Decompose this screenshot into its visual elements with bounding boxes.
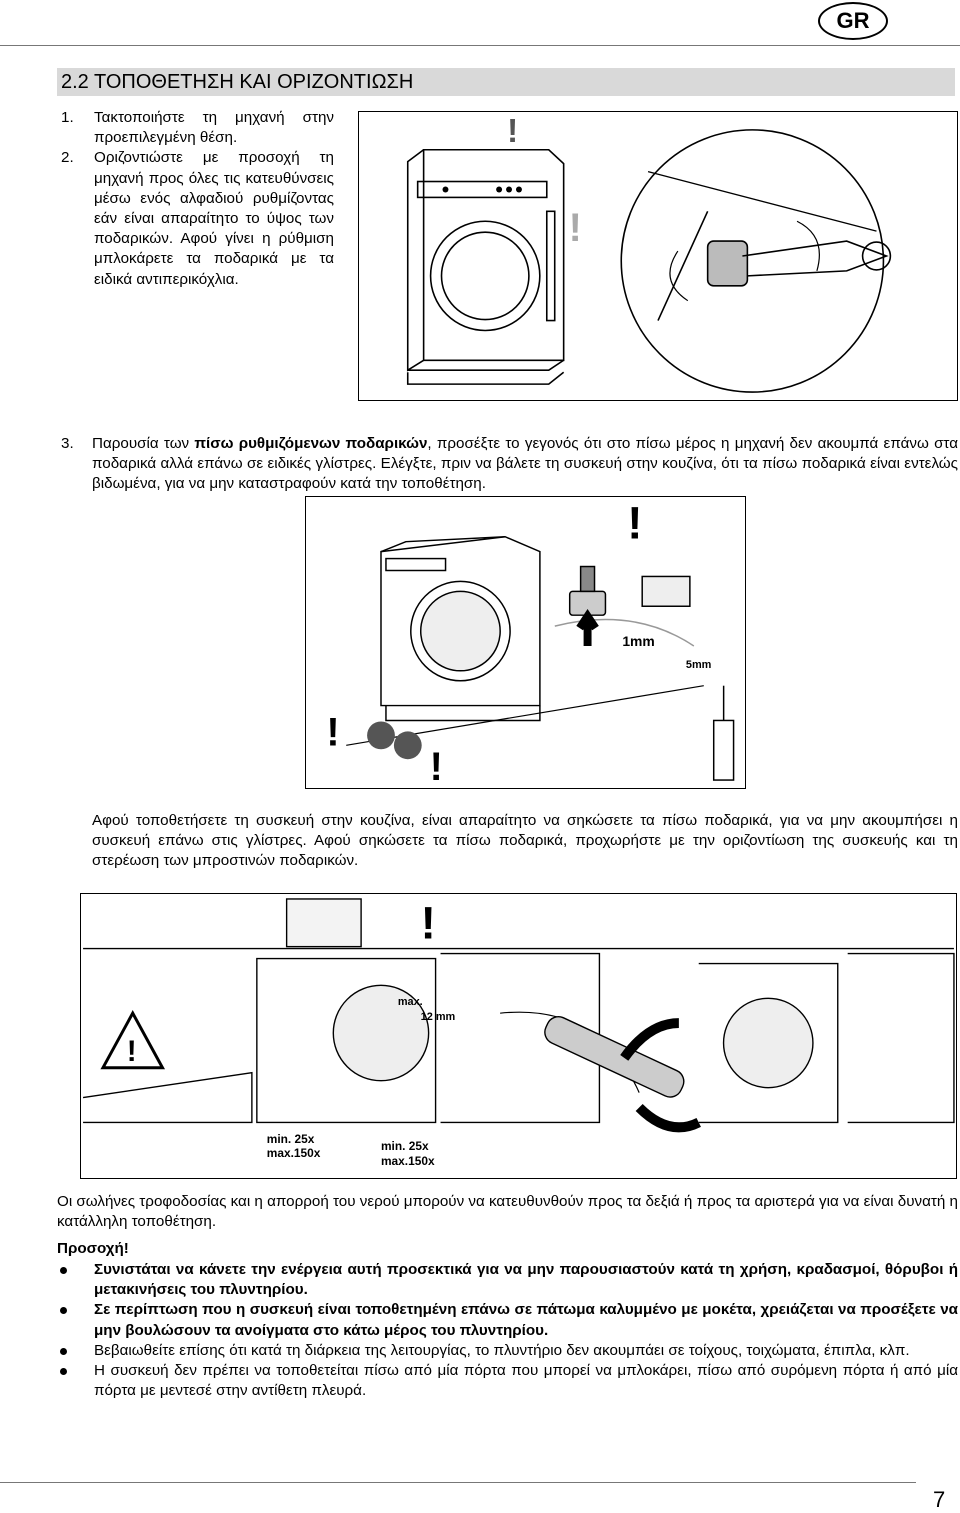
hoses-paragraph: Οι σωλήνες τροφοδοσίας και η απορροή του νερού μπορούν να κατευθυνθούν προς τα δεξιά ή προς τα αριστερά για να είναι δυνατή η κατάλληλη τοποθέτηση. bbox=[57, 1193, 958, 1231]
page-number: 7 bbox=[933, 1487, 946, 1512]
step-number: 2. bbox=[61, 149, 74, 167]
rear-feet-illustration bbox=[306, 497, 745, 788]
language-badge bbox=[818, 2, 888, 40]
bullet-icon bbox=[60, 1267, 67, 1274]
language-badge-text: GR bbox=[836, 8, 870, 33]
paragraph-after-figure-2: Αφού τοποθετήσετε τη συσκευή στην κουζίνα, είναι απαραίτητο να σηκώσετε τα πίσω ποδαρικά, για να μην ακουμπήσει η συσκευή επάνω στις γλίστρες. Αφού σηκώσετε τα πίσω ποδαρικά, προχωρήστε με την οριζοντίωση της συσκευής και τη στερέωση των μπροστινών ποδαρικών. bbox=[92, 812, 958, 870]
step-3-text-start: Παρουσία των bbox=[92, 435, 195, 452]
step-2 bbox=[57, 148, 334, 289]
attention-item-text: Σε περίπτωση που η συσκευή είναι τοποθετημένη επάνω σε πάτωμα καλυμμένο με μοκέτα, χρειάζεται να προσέξετε να μην βουλώσουν τα ανοίγματα στο κάτω μέρος του πλυντηρίου. bbox=[94, 1301, 958, 1339]
label-12mm: 12 mm bbox=[420, 1011, 456, 1024]
bullet-icon bbox=[60, 1348, 67, 1355]
label-min-b: min. 25x bbox=[380, 1139, 429, 1154]
attention-item-text: Η συσκευή δεν πρέπει να τοποθετείται πίσω από μία πόρτα που μπορεί να μπλοκάρει, πίσω από συρόμενη πόρτα ή από μία πόρτα με μεντεσέ στην αντίθετη πλευρά. bbox=[94, 1362, 958, 1400]
svg-text:!: ! bbox=[429, 745, 443, 788]
section-title: 2.2 ΤΟΠΟΘΕΤΗΣΗ ΚΑΙ ΟΡΙΖΟΝΤΙΩΣΗ bbox=[57, 68, 955, 96]
svg-text:!: ! bbox=[627, 497, 643, 549]
attention-item-text: Βεβαιωθείτε επίσης ότι κατά τη διάρκεια της λειτουργίας, το πλυντήριο δεν ακουμπάει σε τοίχους, τοιχώματα, έπιπλα, κλπ. bbox=[94, 1341, 910, 1359]
header-rule bbox=[0, 45, 960, 46]
figure-levelling bbox=[358, 111, 958, 401]
bullet-icon bbox=[60, 1307, 67, 1314]
step-3-text-end: , προσέξτε το γεγονός ότι στο πίσω μέρος η μηχανή δεν ακουμπά επάνω στα ποδαρικά αλλά επάνω σε ειδικές γλίστρες. Ελέγξτε, πριν να βάλετε τη συσκευή στην κουζίνα, ότι τα πίσω ποδαρικά είναι εντελώς βιδωμένα, για να μην καταστραφούν κατά την τοποθέτηση. bbox=[92, 435, 959, 493]
label-max-b: max.150x bbox=[380, 1154, 435, 1169]
svg-text:!: ! bbox=[326, 710, 340, 755]
figure-built-in bbox=[80, 893, 957, 1179]
bullet-icon bbox=[60, 1368, 67, 1375]
levelling-illustration bbox=[359, 112, 957, 400]
figure-rear-feet bbox=[305, 496, 746, 789]
label-max: max. bbox=[397, 996, 423, 1009]
label-max-a: max.150x bbox=[266, 1146, 321, 1161]
step-number: 3. bbox=[61, 435, 74, 452]
attention-item bbox=[57, 1341, 958, 1361]
label-1mm: 1mm bbox=[622, 632, 655, 649]
attention-list bbox=[57, 1260, 958, 1401]
footer-rule bbox=[0, 1482, 916, 1483]
step-3-bold-term: πίσω ρυθμιζόμενων ποδαρικών bbox=[194, 435, 428, 452]
step-1 bbox=[57, 108, 334, 148]
step-3 bbox=[57, 434, 958, 495]
svg-text:!: ! bbox=[420, 897, 436, 949]
step-text: Οριζοντιώστε με προσοχή τη μηχανή προς όλες τις κατευθύνσεις μέσω ενός αλφαδιού ρυθμίζοντας εάν είναι απαραίτητο το ύψος των ποδαρικών. Αφού γίνει η ρύθμιση μπλοκάρετε τα ποδαρικά με τα ειδικά αντιπερικόχλια. bbox=[94, 149, 334, 288]
attention-item bbox=[57, 1361, 958, 1401]
built-in-illustration bbox=[81, 894, 956, 1178]
svg-text:!: ! bbox=[507, 112, 519, 150]
label-min-a: min. 25x bbox=[266, 1132, 315, 1147]
svg-text:!: ! bbox=[568, 206, 582, 251]
step-number: 1. bbox=[61, 109, 74, 126]
attention-item bbox=[57, 1300, 958, 1340]
step-3-text bbox=[92, 434, 958, 495]
step-text: Τακτοποιήστε τη μηχανή στην προεπιλεγμένη θέση. bbox=[94, 109, 334, 147]
attention-heading: Προσοχή! bbox=[57, 1240, 129, 1257]
attention-item-text: Συνιστάται να κάνετε την ενέργεια αυτή προσεκτικά για να μην παρουσιαστούν κατά τη χρήση, κραδασμοί, θόρυβοι ή μετακινήσεις του πλυντηρίου. bbox=[94, 1261, 958, 1299]
svg-text:!: ! bbox=[126, 1034, 137, 1068]
label-5mm: 5mm bbox=[685, 658, 712, 671]
steps-list bbox=[57, 108, 334, 290]
attention-item bbox=[57, 1260, 958, 1300]
